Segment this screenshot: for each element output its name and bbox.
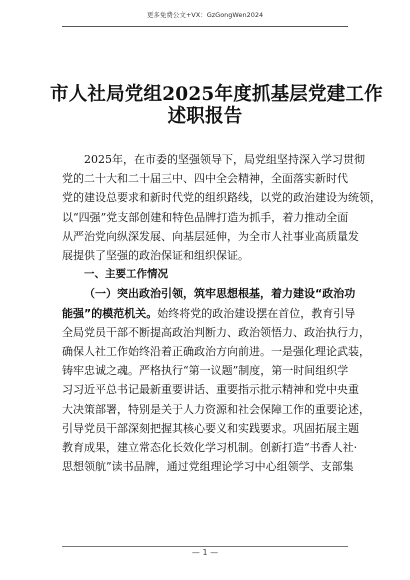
title-line-2: 述职报告	[167, 106, 243, 127]
header-divider	[62, 26, 348, 27]
intro-line: 从严治党向纵深发展、向基层延伸，为全市人社事业高质量发	[62, 229, 359, 243]
subsection-heading-continuation	[62, 304, 356, 323]
footer-divider	[62, 546, 348, 547]
paragraph-line: 确保人社工作始终沿着正确政治方向前进。一是强化理论武装，	[62, 345, 370, 359]
intro-line: 以“四强”党支部创建和特色品牌打造为抓手，着力推动全面	[62, 210, 349, 224]
section-1-heading-row	[62, 265, 352, 284]
paragraph-line: 教育成果，建立常态化长效化学习机制。创新打造“书香人社·	[62, 441, 358, 455]
paragraph-line: 引导党员干部深刻把握其核心要义和实践要求。巩固拓展主题	[62, 421, 359, 435]
intro-line: 展提供了坚强的政治保证和组织保证。	[62, 249, 249, 263]
intro-line: 党的二十大和二十届三中、四中全会精神，全面落实新时代	[62, 172, 348, 186]
subsection-1-paragraph	[62, 284, 370, 476]
intro-paragraph	[62, 150, 381, 265]
section-heading: 一、主要工作情况	[84, 268, 168, 281]
paragraph-line: 习习近平总书记最新重要讲话、重要指示批示精神和党中央重	[62, 383, 359, 397]
paragraph-text: 始终将党的政治建设摆在首位，教育引导	[157, 306, 356, 320]
document-body	[62, 150, 381, 476]
title-line-1: 市人社局党组2025年度抓基层党建工作	[50, 84, 383, 105]
subsection-heading-tail: 能强”的模范机关。	[62, 306, 158, 320]
paragraph-line: 大决策部署，特别是关于人力资源和社会保障工作的重要论述，	[62, 402, 370, 416]
paragraph-line: 思想领航”读书品牌，通过党组理论学习中心组领学、支部集	[62, 460, 354, 474]
intro-line: 党的建设总要求和新时代党的组织路线，以党的政治建设为统领，	[62, 191, 381, 205]
page-number: — 1 —	[191, 548, 219, 557]
paragraph-line: 铸牢忠诚之魂。严格执行“第一议题”制度，第一时间组织学	[62, 364, 349, 378]
paragraph-line: 全局党员干部不断提高政治判断力、政治领悟力、政治执行力，	[62, 325, 370, 339]
header-note: 更多免费公文+VX：GzGongWen2024	[146, 11, 264, 19]
subsection-heading: （一）突出政治引领，筑牢思想根基，着力建设“政治功	[84, 287, 356, 301]
document-title	[50, 84, 383, 128]
intro-line: 2025年，在市委的坚强领导下，局党组坚持深入学习贯彻	[84, 153, 365, 166]
